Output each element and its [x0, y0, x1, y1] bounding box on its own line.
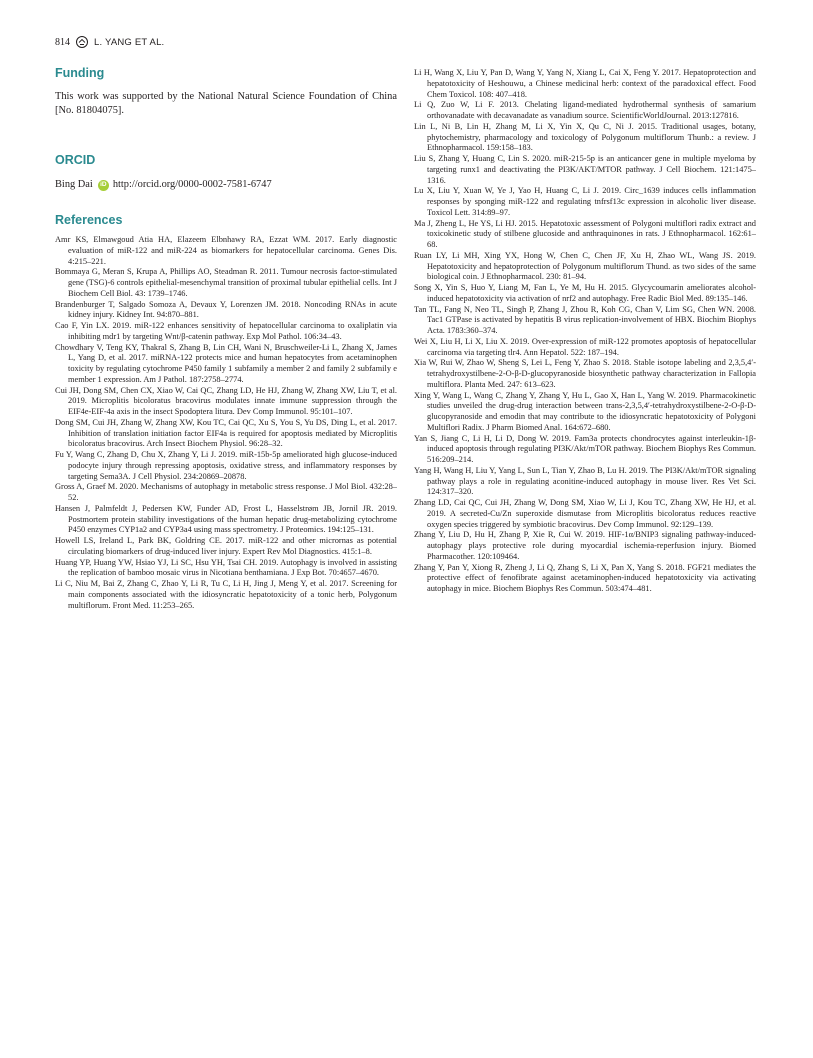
reference-entry: Yan S, Jiang C, Li H, Li D, Dong W. 2019. Fam3a protects chondrocytes against interleukin-1β-induced apoptosis through regulating PI3K/Akt/mTOR pathway. Biochem Biophys Res Commun. 516:209–214.: [414, 433, 756, 464]
references-list-right: [414, 68, 756, 595]
running-head: L. YANG ET AL.: [94, 36, 165, 48]
reference-entry: Li Q, Zuo W, Li F. 2013. Chelating ligand-mediated hydrothermal synthesis of samarium orthovanadate with decavanadate as vanadium source. ScientificWorldJournal. 2013:127816.: [414, 100, 756, 120]
orcid-author-name: Bing Dai: [55, 179, 93, 190]
reference-entry: Xing Y, Wang L, Wang C, Zhang Y, Zhang Y, Hu L, Gao X, Han L, Yang W. 2019. Pharmacokinetic studies unveiled the drug-drug interaction between trans-2,3,5,4′-tetrahydroxystilbene-2-O-β-D-glucopyranoside and emodin that may contribute to the idiosyncratic hepatotoxicity of Polygoni Multiflori Radix. J Pharm Biomed Anal. 164:672–680.: [414, 390, 756, 432]
reference-entry: Lin L, Ni B, Lin H, Zhang M, Li X, Yin X, Qu C, Ni J. 2015. Traditional usages, botany, phytochemistry, pharmacology and toxicology of Polygonum multiflorum Thunb.: a review. J Ethnopharmacol. 159:158–183.: [414, 121, 756, 153]
reference-entry: Zhang Y, Liu D, Hu H, Zhang P, Xie R, Cui W. 2019. HIF-1α/BNIP3 signaling pathway-induced-autophagy plays protective role during myocardial ischemia-reperfusion injury. Biomed Pharmacother. 120:109464.: [414, 530, 756, 561]
page-header: [55, 35, 164, 49]
reference-entry: Dong SM, Cui JH, Zhang W, Zhang XW, Kou TC, Cai QC, Xu S, You S, Yu DS, Ding L, et al. 2017. Inhibition of translation initiation factor EIF4a is required for apoptosis mediated by Microplitis bicoloratus bracovirus. Arch Insect Biochem Physiol. 96:28–32.: [55, 417, 397, 449]
funding-text: This work was supported by the National Natural Science Foundation of China [No. 81804075].: [55, 91, 397, 116]
reference-entry: Cui JH, Dong SM, Chen CX, Xiao W, Cai QC, Zhang LD, He HJ, Zhang W, Zhang XW, Liu T, et al. 2019. Microplitis bicoloratus bracovirus modulates innate immune suppression through the EIF4e-EIF-4a axis in the insect Spodoptera litura. Dev Comp Immunol. 95:101–107.: [55, 385, 397, 416]
orcid-heading: ORCID: [55, 153, 96, 167]
publisher-logo-icon: [76, 36, 88, 48]
reference-entry: Hansen J, Palmfeldt J, Pedersen KW, Funder AD, Frost L, Hasselstrøm JB, Jornil JR. 2019. Postmortem protein stability investigations of the human hepatic drug-metabolizing cytochrome P450 enzymes CYP1a2 and CYP3a4 using mass spectrometry. J Proteomics. 194:125–131.: [55, 503, 397, 535]
reference-entry: Bommaya G, Meran S, Krupa A, Phillips AO, Steadman R. 2011. Tumour necrosis factor-stimulated gene (TSG)-6 controls epithelial-mesenchymal transition of proximal tubular epithelial cells. Int J Biochem Cell Biol. 43: 1739–1746.: [55, 267, 397, 298]
orcid-icon: iD: [98, 180, 109, 191]
reference-entry: Chowdhary V, Teng KY, Thakral S, Zhang B, Lin CH, Wani N, Bruschweiler-Li L, Zhang X, James L, Yang D, et al. 2017. miRNA-122 protects mice and human hepatocytes from acetaminophen toxicity by regulating cytochrome P450 family 1 subfamily a member 2 and family 2 subfamily e member 1 expression. Am J Pathol. 187:2758–2774.: [55, 342, 397, 384]
reference-entry: Liu S, Zhang Y, Huang C, Lin S. 2020. miR-215-5p is an anticancer gene in multiple myeloma by targeting runx1 and deactivating the PI3K/AKT/MTOR pathway. J Cell Biochem. 121:1475–1316.: [414, 154, 756, 185]
references-heading: References: [55, 213, 123, 227]
orcid-section: [55, 153, 397, 192]
reference-entry: Amr KS, Elmawgoud Atia HA, Elazeem Elbnhawy RA, Ezzat WM. 2017. Early diagnostic evaluation of miR-122 and miR-224 as biomarkers for hepatocellular carcinoma. Genes Dis. 4:215–221.: [55, 235, 397, 266]
funding-heading: Funding: [55, 66, 105, 80]
reference-entry: Li C, Niu M, Bai Z, Zhang C, Zhao Y, Li R, Tu C, Li H, Jing J, Meng Y, et al. 2017. Screening for main components associated with the idiosyncratic hepatotoxicity of a tonic herb, Polygonum multiflorum. Front Med. 11:253–265.: [55, 579, 397, 610]
orcid-line: [55, 178, 397, 192]
orcid-link[interactable]: http://orcid.org/0000-0002-7581-6747: [112, 179, 272, 190]
references-section: [55, 213, 397, 611]
reference-entry: Fu Y, Wang C, Zhang D, Chu X, Zhang Y, Li J. 2019. miR-15b-5p ameliorated high glucose-induced podocyte injury through repressing apoptosis, oxidative stress, and inflammatory responses by targeting Sema3A. J Cell Physiol. 234:20869–20878.: [55, 450, 397, 481]
reference-entry: Tan TL, Fang N, Neo TL, Singh P, Zhang J, Zhou R, Koh CG, Chan V, Lim SG, Chen WN. 2008. Tac1 GTPase is activated by hepatitis B virus replication-involvement of HBX. Biochim Biophys Acta. 1783:360–374.: [414, 304, 756, 335]
reference-entry: Gross A, Graef M. 2020. Mechanisms of autophagy in metabolic stress response. J Mol Biol. 432:28–52.: [55, 482, 397, 502]
reference-entry: Ruan LY, Li MH, Xing YX, Hong W, Chen C, Chen JF, Xu H, Zhao WL, Wang JS. 2019. Hepatotoxicity and hepatoprotection of Polygonum multiflorum Thund. as two sides of the same biological coin. J Ethnopharmacol. 230: 81–94.: [414, 250, 756, 282]
reference-entry: Song X, Yin S, Huo Y, Liang M, Fan L, Ye M, Hu H. 2015. Glycycoumarin ameliorates alcohol-induced hepatotoxicity via activation of nrf2 and autophagy. Free Radic Biol Med. 89:135–146.: [414, 283, 756, 303]
reference-entry: Xia W, Rui W, Zhao W, Sheng S, Lei L, Feng Y, Zhao S. 2018. Stable isotope labeling and 2,3,5,4′-tetrahydroxystilbene-2-O-β-D-glucopyranoside biosynthetic pathway characterization in Fallopia multiflora. Planta Med. 247: 613–623.: [414, 358, 756, 389]
funding-section: [55, 66, 397, 118]
reference-entry: Lu X, Liu Y, Xuan W, Ye J, Yao H, Huang C, Li J. 2019. Circ_1639 induces cells inflammation responses by sponging miR-122 and regulating tnfrsf13c expression in alcoholic liver disease. Toxicol Lett. 314:89–97.: [414, 186, 756, 217]
reference-entry: Zhang LD, Cai QC, Cui JH, Zhang W, Dong SM, Xiao W, Li J, Kou TC, Zhang XW, He HJ, et al. 2019. A secreted-Cu/Zn superoxide dismutase from Microplitis bicoloratus reduces reactive oxygen species triggered by symbiotic bracovirus. Dev Comp Immunol. 92:129–139.: [414, 498, 756, 529]
reference-entry: Brandenburger T, Salgado Somoza A, Devaux Y, Lorenzen JM. 2018. Noncoding RNAs in acute kidney injury. Kidney Int. 94:870–881.: [55, 299, 397, 320]
reference-entry: Wei X, Liu H, Li X, Liu X. 2019. Over-expression of miR-122 promotes apoptosis of hepatocellular carcinoma via targeting tlr4. Ann Hepatol. 522: 187–194.: [414, 336, 756, 357]
references-list-left: [55, 235, 397, 611]
reference-entry: Ma J, Zheng L, He YS, Li HJ. 2015. Hepatotoxic assessment of Polygoni multiflori radix extract and toxicokinetic study of stilbene glucoside and anthraquinones in rats. J Ethnopharmacol. 162:61–68.: [414, 218, 756, 249]
page-number: 814: [55, 36, 70, 48]
left-column: [55, 66, 397, 611]
reference-entry: Howell LS, Ireland L, Park BK, Goldring CE. 2017. miR-122 and other micrornas as potential circulating biomarkers of drug-induced liver injury. Expert Rev Mol Diagnostics. 415:1–8.: [55, 536, 397, 556]
right-column: [414, 68, 756, 595]
reference-entry: Li H, Wang X, Liu Y, Pan D, Wang Y, Yang N, Xiang L, Cai X, Feng Y. 2017. Hepatoprotection and hepatotoxicity of Heshouwu, a Chinese medicinal herb: context of the paradoxical effect. Food Chem Toxicol. 108: 407–418.: [414, 68, 756, 99]
reference-entry: Yang H, Wang H, Liu Y, Yang L, Sun L, Tian Y, Zhao B, Lu H. 2019. The PI3K/Akt/mTOR signaling pathway plays a role in regulating aconitine-induced autophagy in mouse liver. Res Vet Sci. 124:317–320.: [414, 465, 756, 497]
reference-entry: Cao F, Yin LX. 2019. miR-122 enhances sensitivity of hepatocellular carcinoma to oxaliplatin via inhibiting mdr1 by targeting Wnt/β-catenin pathway. Exp Mol Pathol. 106:34–43.: [55, 321, 397, 341]
reference-entry: Zhang Y, Pan Y, Xiong R, Zheng J, Li Q, Zhang S, Li X, Pan X, Yang S. 2018. FGF21 mediates the protective effect of fenofibrate against acetaminophen-induced hepatotoxicity via activating autophagy in mice. Biochem Biophys Res Commun. 503:474–481.: [414, 562, 756, 593]
reference-entry: Huang YP, Huang YW, Hsiao YJ, Li SC, Hsu YH, Tsai CH. 2019. Autophagy is involved in assisting the replication of bamboo mosaic virus in Nicotiana benthamiana. J Exp Bot. 70:4657–4670.: [55, 557, 397, 578]
